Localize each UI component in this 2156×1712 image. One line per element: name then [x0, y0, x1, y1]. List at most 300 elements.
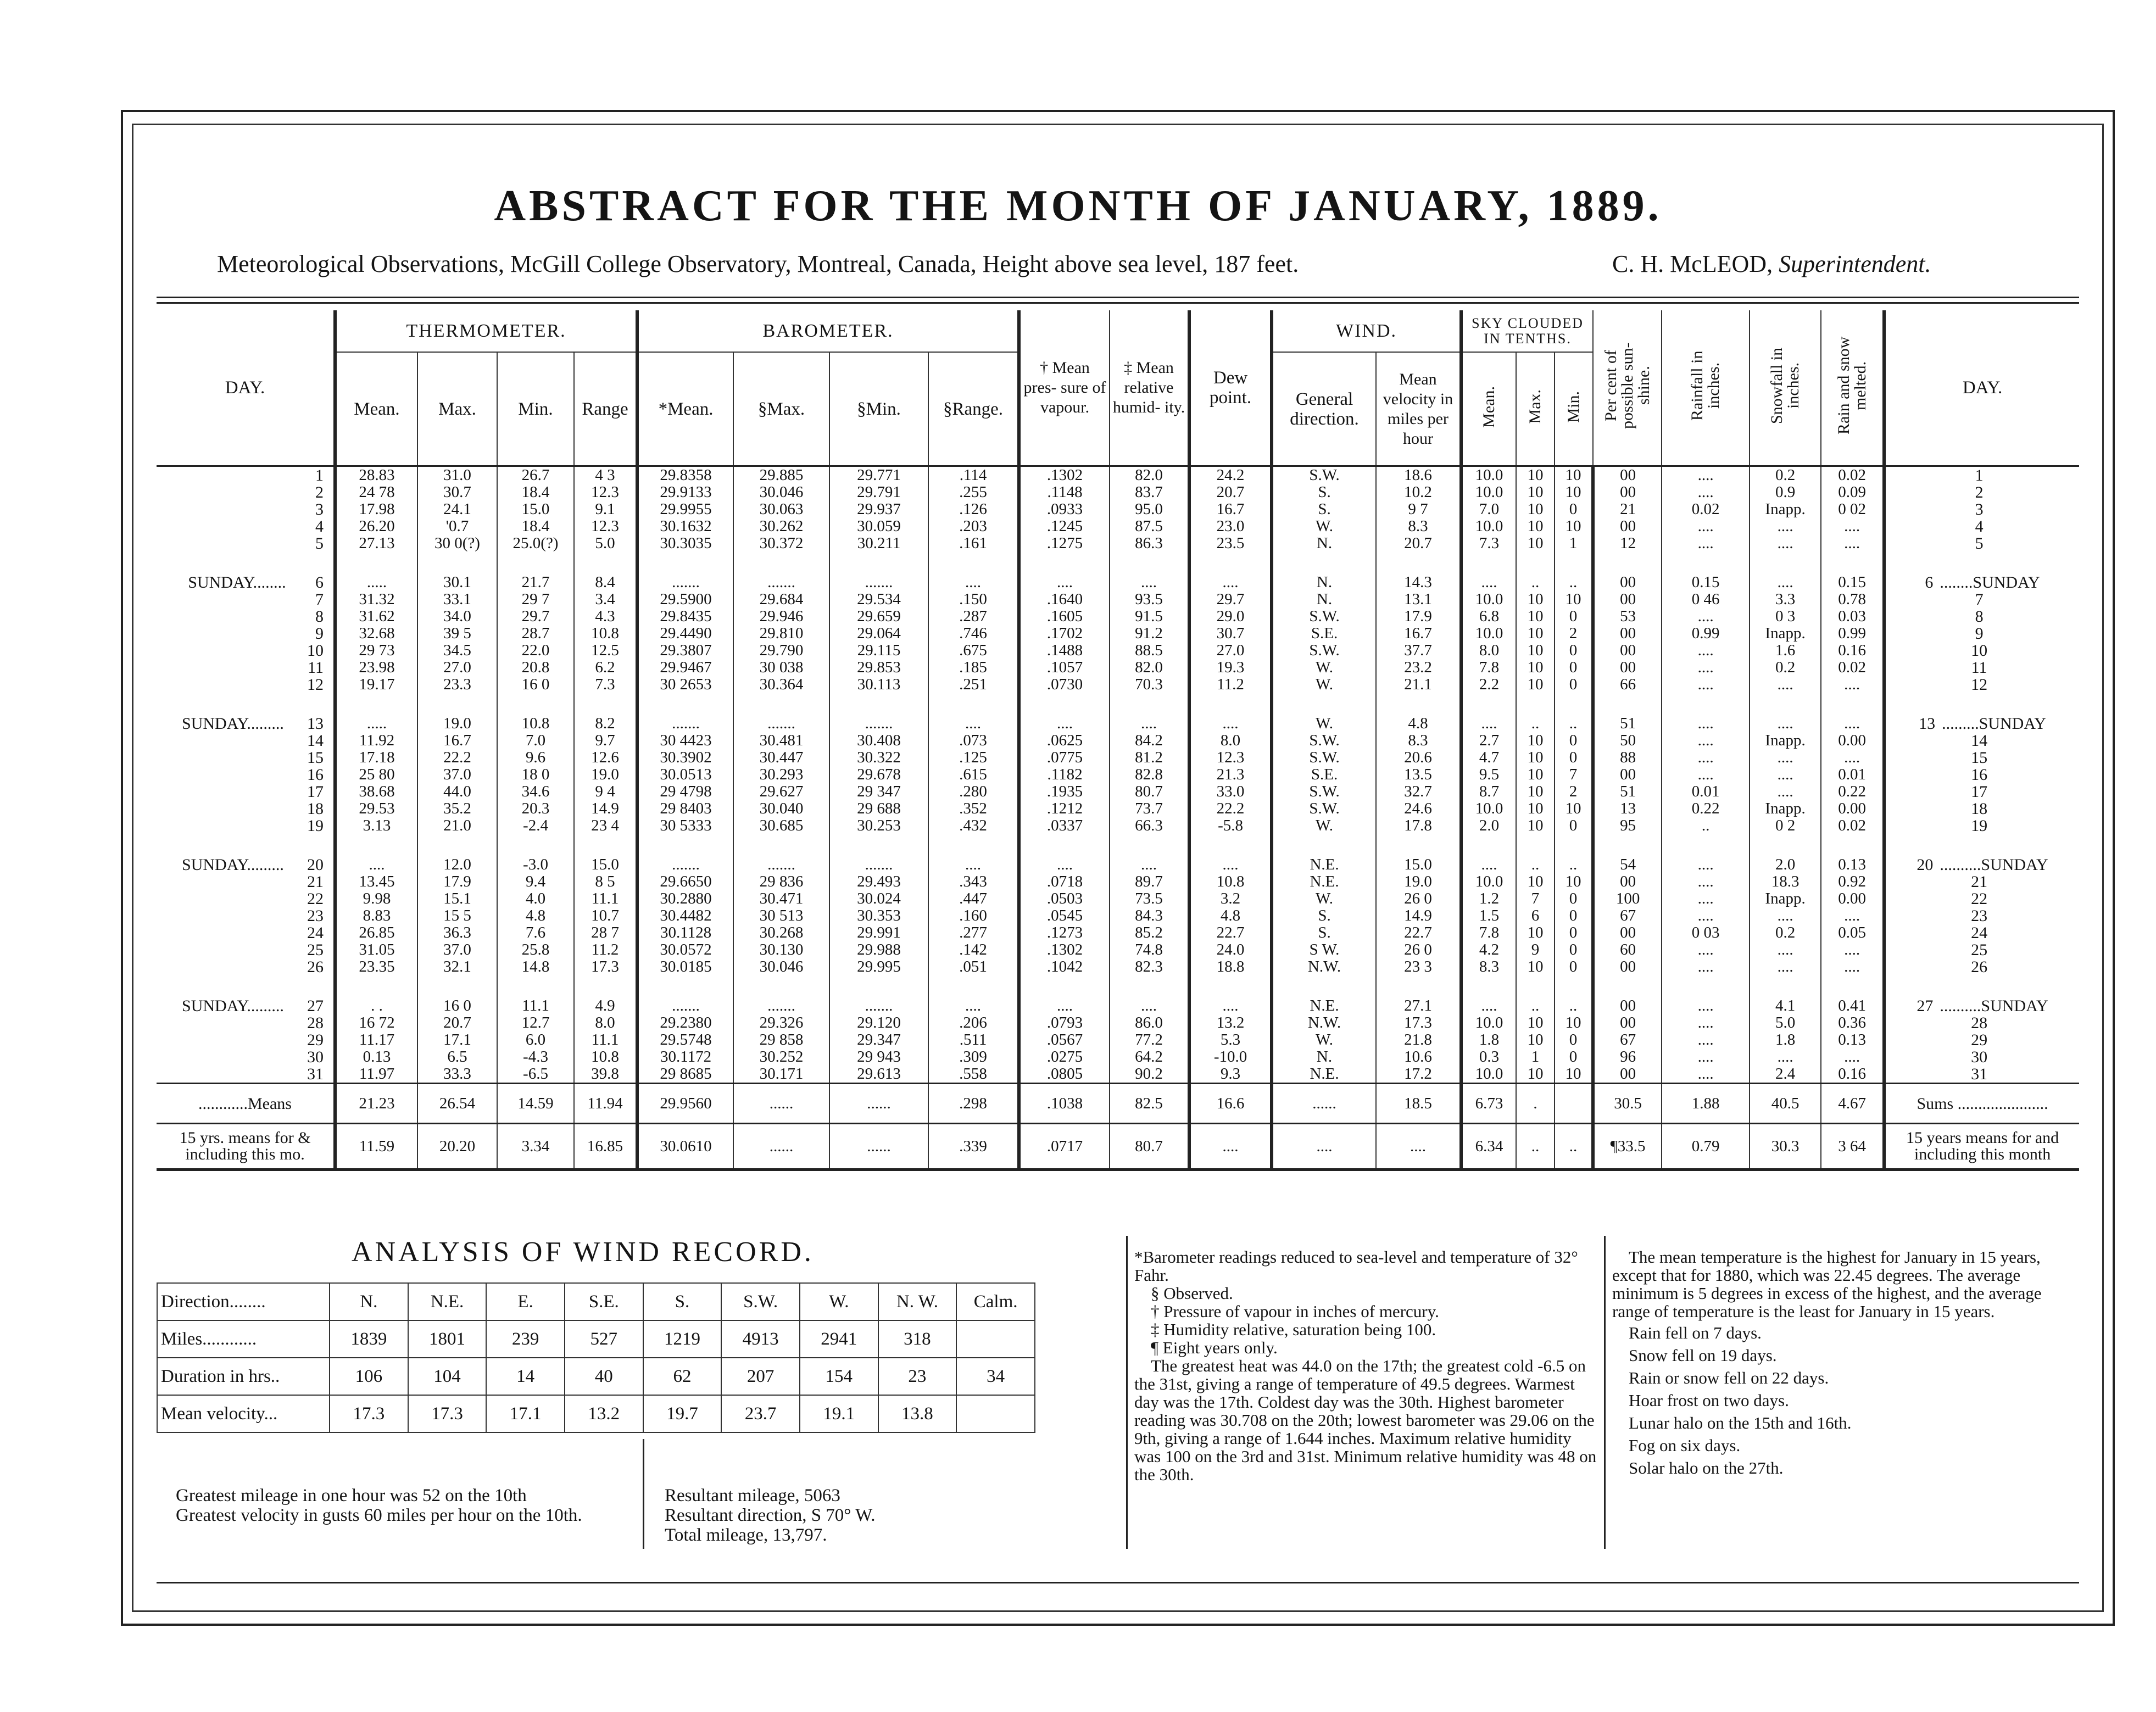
cell-vap: .1245 — [1019, 518, 1110, 535]
cell-dir: N. — [1272, 535, 1376, 552]
cell-tmax: 24.1 — [417, 501, 497, 518]
header-snowfall: Snowfall in inches. — [1768, 347, 1803, 424]
cell-brange: .746 — [928, 625, 1019, 642]
wind-velocity-row — [157, 1395, 1035, 1432]
cell-melt: 0.02 — [1821, 817, 1884, 834]
means-sums-label: Sums ...................... — [1884, 1084, 2079, 1124]
spacer-cell — [1884, 693, 2079, 715]
cell-trange: 11.2 — [574, 941, 637, 958]
cell-vel: 21.1 — [1376, 676, 1461, 693]
means-bmean: 29.9560 — [637, 1084, 733, 1124]
header-day-right: DAY. — [1884, 310, 2079, 466]
spacer-cell — [637, 834, 733, 856]
cell-vel: 20.6 — [1376, 749, 1461, 766]
yrs-smin: .. — [1555, 1124, 1593, 1170]
cell-hum: 84.3 — [1110, 907, 1189, 924]
yrs-vel: .... — [1376, 1124, 1461, 1170]
yrs-smax: .. — [1516, 1124, 1555, 1170]
cell-sun: 00 — [1593, 466, 1662, 484]
cell-sun: 67 — [1593, 1031, 1662, 1049]
cell-dew: 29.0 — [1189, 608, 1272, 625]
cell-melt: 0.36 — [1821, 1014, 1884, 1031]
cell-melt: .... — [1821, 941, 1884, 958]
cell-vel: 17.2 — [1376, 1066, 1461, 1084]
wind-record-table — [157, 1282, 1035, 1433]
cell-tmean: 23.35 — [335, 958, 417, 975]
cell-smin: 0 — [1555, 907, 1593, 924]
cell-smin: 0 — [1555, 1031, 1593, 1049]
cell-vel: 21.8 — [1376, 1031, 1461, 1049]
cell-tmin: 11.1 — [497, 997, 574, 1014]
spacer-cell — [1593, 693, 1662, 715]
cell-vel: 22.7 — [1376, 924, 1461, 941]
header-therm-mean: Mean. — [335, 352, 417, 466]
spacer-cell — [1821, 552, 1884, 574]
cell-smean: 10.0 — [1461, 625, 1516, 642]
cell-snow: 1.6 — [1750, 642, 1821, 659]
cell-vap: .... — [1019, 715, 1110, 732]
cell-bmean: 30.1632 — [637, 518, 733, 535]
cell-smin: 0 — [1555, 958, 1593, 975]
spacer-cell — [1750, 834, 1821, 856]
cell-tmean: 8.83 — [335, 907, 417, 924]
cell-bmean: 29 8403 — [637, 800, 733, 817]
wind-cell: Duration in hrs.. — [157, 1358, 330, 1395]
day-label: SUNDAY........ — [188, 574, 286, 591]
wind-cell: 23.7 — [721, 1395, 800, 1432]
cell-brange: .... — [928, 574, 1019, 591]
cell-brange: .150 — [928, 591, 1019, 608]
day-right-cell — [1884, 1031, 2079, 1049]
table-row — [157, 608, 2079, 625]
cell-sun: 00 — [1593, 518, 1662, 535]
cell-tmin: 21.7 — [497, 574, 574, 591]
table-row — [157, 676, 2079, 693]
cell-sun: 21 — [1593, 501, 1662, 518]
day-cell — [157, 466, 335, 484]
cell-rain: 0 03 — [1662, 924, 1750, 941]
header-wind-velocity: Mean velocity in miles per hour — [1376, 352, 1461, 466]
cell-tmin: 4.8 — [497, 907, 574, 924]
cell-smin: 10 — [1555, 800, 1593, 817]
spacer-cell — [497, 693, 574, 715]
cell-bmean: 29.8358 — [637, 466, 733, 484]
spacer-cell — [497, 552, 574, 574]
cell-hum: .... — [1110, 715, 1189, 732]
cell-vap: .1302 — [1019, 466, 1110, 484]
cell-smax: 10 — [1516, 817, 1555, 834]
spacer-cell — [1376, 975, 1461, 997]
means-tmin: 14.59 — [497, 1084, 574, 1124]
cell-dew: 30.7 — [1189, 625, 1272, 642]
spacer-cell — [1376, 834, 1461, 856]
cell-hum: .... — [1110, 574, 1189, 591]
cell-vap: .0503 — [1019, 890, 1110, 907]
cell-melt: .... — [1821, 1049, 1884, 1066]
cell-rain: .... — [1662, 856, 1750, 873]
cell-smax: .. — [1516, 856, 1555, 873]
header-sky-clouded: SKY CLOUDED IN TENTHS. — [1461, 310, 1593, 352]
table-row — [157, 1066, 2079, 1084]
cell-smax: 10 — [1516, 958, 1555, 975]
rule-top-2 — [157, 302, 2079, 304]
fifteen-years-label: 15 yrs. means for & including this mo. — [157, 1124, 335, 1170]
cell-bmean: 30.1172 — [637, 1049, 733, 1066]
day-right-cell — [1884, 501, 2079, 518]
footnotes — [1134, 1248, 1598, 1484]
cell-dew: 22.2 — [1189, 800, 1272, 817]
spacer-cell — [733, 693, 829, 715]
means-snow: 40.5 — [1750, 1084, 1821, 1124]
wind-cell: 154 — [800, 1358, 878, 1395]
day-cell — [157, 800, 335, 817]
cell-bmax: 29 836 — [733, 873, 829, 890]
cell-bmax: 30 513 — [733, 907, 829, 924]
table-row — [157, 873, 2079, 890]
day-right-cell — [1884, 574, 2079, 591]
means-rain: 1.88 — [1662, 1084, 1750, 1124]
cell-rain: 0.99 — [1662, 625, 1750, 642]
rain-or-snow-note: Rain or snow fell on 22 days. — [1629, 1368, 1829, 1387]
cell-tmin: 15.0 — [497, 501, 574, 518]
spacer-cell — [1272, 975, 1376, 997]
wind-cell: 1801 — [408, 1320, 487, 1358]
day-cell — [157, 484, 335, 501]
cell-bmin: 29.791 — [829, 484, 928, 501]
cell-dew: 24.2 — [1189, 466, 1272, 484]
cell-dir: N.W. — [1272, 1014, 1376, 1031]
cell-bmax: 29.810 — [733, 625, 829, 642]
cell-rain: .... — [1662, 890, 1750, 907]
wind-cell: 13.8 — [878, 1395, 957, 1432]
day-right-number: 17 — [1971, 783, 1988, 800]
cell-trange: 10.8 — [574, 1049, 637, 1066]
cell-melt: 0.03 — [1821, 608, 1884, 625]
means-melt: 4.67 — [1821, 1084, 1884, 1124]
cell-bmin: 30.059 — [829, 518, 928, 535]
cell-bmin: 30.408 — [829, 732, 928, 749]
cell-bmax: 29.946 — [733, 608, 829, 625]
cell-melt: 0.09 — [1821, 484, 1884, 501]
cell-snow: 0.9 — [1750, 484, 1821, 501]
cell-trange: 4.3 — [574, 608, 637, 625]
cell-smin: 1 — [1555, 535, 1593, 552]
day-right-cell — [1884, 1049, 2079, 1066]
cell-brange: .352 — [928, 800, 1019, 817]
cell-snow: 0.2 — [1750, 659, 1821, 676]
spacer-cell — [1272, 834, 1376, 856]
cell-vap: .1275 — [1019, 535, 1110, 552]
cell-smean: 6.8 — [1461, 608, 1516, 625]
cell-trange: 12.6 — [574, 749, 637, 766]
cell-vel: 13.1 — [1376, 591, 1461, 608]
cell-dew: .... — [1189, 715, 1272, 732]
cell-tmax: 36.3 — [417, 924, 497, 941]
cell-smean: 8.3 — [1461, 958, 1516, 975]
yrs-vap: .0717 — [1019, 1124, 1110, 1170]
day-number: 4 — [315, 518, 324, 535]
cell-smax: 6 — [1516, 907, 1555, 924]
wind-cell: 239 — [486, 1320, 565, 1358]
header-therm-max: Max. — [417, 352, 497, 466]
cell-hum: 74.8 — [1110, 941, 1189, 958]
day-right-label: ..........SUNDAY — [1940, 997, 2048, 1014]
cell-dew: 23.0 — [1189, 518, 1272, 535]
cell-bmin: 30.253 — [829, 817, 928, 834]
cell-bmin: 29.493 — [829, 873, 928, 890]
means-bmin: ...... — [829, 1084, 928, 1124]
spacer-cell — [829, 693, 928, 715]
cell-hum: 87.5 — [1110, 518, 1189, 535]
cell-dir: S.E. — [1272, 625, 1376, 642]
cell-tmin: -2.4 — [497, 817, 574, 834]
cell-vap: .... — [1019, 574, 1110, 591]
header-humidity: ‡ Mean relative humid- ity. — [1110, 310, 1189, 466]
cell-rain: .... — [1662, 1049, 1750, 1066]
cell-dir: W. — [1272, 890, 1376, 907]
day-cell — [157, 535, 335, 552]
cell-trange: 28 7 — [574, 924, 637, 941]
cell-vap: .0567 — [1019, 1031, 1110, 1049]
cell-rain: 0 46 — [1662, 591, 1750, 608]
table-row — [157, 484, 2079, 501]
table-row — [157, 997, 2079, 1014]
cell-vap: .1605 — [1019, 608, 1110, 625]
cell-tmean: 11.17 — [335, 1031, 417, 1049]
cell-melt: 0.41 — [1821, 997, 1884, 1014]
cell-vel: 27.1 — [1376, 997, 1461, 1014]
spacer-cell — [417, 552, 497, 574]
day-number: 22 — [307, 890, 324, 907]
wind-cell: N.E. — [408, 1283, 487, 1320]
cell-smean: 10.0 — [1461, 800, 1516, 817]
cell-hum: 86.0 — [1110, 1014, 1189, 1031]
lunar-halo-note: Lunar halo on the 15th and 16th. — [1629, 1413, 1852, 1432]
day-right-number: 29 — [1971, 1031, 1988, 1049]
spacer-cell — [1019, 834, 1110, 856]
eight-years-note: ¶ Eight years only. — [1151, 1338, 1278, 1357]
cell-bmin: 29.853 — [829, 659, 928, 676]
rule-top-1 — [157, 297, 2079, 298]
day-cell — [157, 591, 335, 608]
spacer-cell — [157, 693, 335, 715]
cell-smin: .. — [1555, 715, 1593, 732]
header-barometer: BAROMETER. — [637, 310, 1019, 352]
cell-brange: .073 — [928, 732, 1019, 749]
cell-bmax: 30.171 — [733, 1066, 829, 1084]
cell-dew: 33.0 — [1189, 783, 1272, 800]
day-number: 24 — [307, 924, 324, 941]
cell-tmax: 22.2 — [417, 749, 497, 766]
cell-snow: .... — [1750, 766, 1821, 783]
cell-rain: .... — [1662, 749, 1750, 766]
day-right-cell — [1884, 766, 2079, 783]
cell-sun: 12 — [1593, 535, 1662, 552]
means-trange: 11.94 — [574, 1084, 637, 1124]
cell-tmin: 12.7 — [497, 1014, 574, 1031]
header-baro-max: §Max. — [733, 352, 829, 466]
cell-smax: 10 — [1516, 1031, 1555, 1049]
cell-bmean: ....... — [637, 574, 733, 591]
spacer-cell — [928, 834, 1019, 856]
day-right-number: 1 — [1975, 466, 1984, 484]
cell-snow: 0 2 — [1750, 817, 1821, 834]
wind-cell: 106 — [330, 1358, 408, 1395]
cell-bmean: 29.4490 — [637, 625, 733, 642]
day-number: 3 — [315, 501, 324, 518]
spacer-cell — [1516, 834, 1555, 856]
spacer-cell — [1019, 975, 1110, 997]
page-title: ABSTRACT FOR THE MONTH OF JANUARY, 1889. — [494, 182, 1662, 230]
cell-hum: 77.2 — [1110, 1031, 1189, 1049]
cell-brange: .511 — [928, 1031, 1019, 1049]
cell-hum: 82.8 — [1110, 766, 1189, 783]
cell-smin: 7 — [1555, 766, 1593, 783]
cell-bmin: ....... — [829, 997, 928, 1014]
cell-vap: .1212 — [1019, 800, 1110, 817]
spacer-cell — [574, 975, 637, 997]
spacer-cell — [829, 975, 928, 997]
cell-smean: 10.0 — [1461, 518, 1516, 535]
cell-snow: .... — [1750, 783, 1821, 800]
wind-cell: 104 — [408, 1358, 487, 1395]
yrs-smean: 6.34 — [1461, 1124, 1516, 1170]
cell-tmean: 19.17 — [335, 676, 417, 693]
table-row — [157, 924, 2079, 941]
spacer-cell — [1516, 693, 1555, 715]
cell-tmean: 23.98 — [335, 659, 417, 676]
spacer-cell — [637, 693, 733, 715]
cell-bmax: 29 858 — [733, 1031, 829, 1049]
cell-vel: 13.5 — [1376, 766, 1461, 783]
cell-snow: Inapp. — [1750, 800, 1821, 817]
cell-tmean: 11.92 — [335, 732, 417, 749]
day-cell — [157, 676, 335, 693]
day-right-cell — [1884, 676, 2079, 693]
day-right-cell — [1884, 958, 2079, 975]
cell-bmax: 29.790 — [733, 642, 829, 659]
header-sky-min: Min. — [1564, 391, 1583, 423]
mean-temperature-note: The mean temperature is the highest for January in 15 years, except that for 1880, which was 22.45 degrees. The average minimum is 5 degrees in excess of the highest, and the average range of temperature is the least for January in 15 years. — [1612, 1247, 2042, 1321]
cell-vel: 4.8 — [1376, 715, 1461, 732]
spacer-cell — [335, 834, 417, 856]
cell-smean: .... — [1461, 997, 1516, 1014]
day-right-cell — [1884, 941, 2079, 958]
cell-vap: .1640 — [1019, 591, 1110, 608]
cell-hum: 95.0 — [1110, 501, 1189, 518]
header-rain-snow: Rain and snow melted. — [1834, 336, 1869, 435]
day-number: 28 — [307, 1014, 324, 1031]
header-vapour: † Mean pres- sure of vapour. — [1019, 310, 1110, 466]
cell-bmin: ....... — [829, 856, 928, 873]
cell-bmax: 30.372 — [733, 535, 829, 552]
cell-hum: 70.3 — [1110, 676, 1189, 693]
cell-hum: 90.2 — [1110, 1066, 1189, 1084]
day-right-number: 31 — [1971, 1066, 1988, 1083]
table-row — [157, 817, 2079, 834]
spacer-cell — [1593, 834, 1662, 856]
cell-trange: 11.1 — [574, 890, 637, 907]
cell-melt: .... — [1821, 518, 1884, 535]
cell-tmean: 26.85 — [335, 924, 417, 941]
cell-melt: 0.16 — [1821, 642, 1884, 659]
cell-smean: 8.7 — [1461, 783, 1516, 800]
cell-smin: 2 — [1555, 625, 1593, 642]
spacer-cell — [1750, 552, 1821, 574]
cell-bmin: 30.024 — [829, 890, 928, 907]
cell-smax: 10 — [1516, 466, 1555, 484]
cell-smin: .. — [1555, 856, 1593, 873]
spacer-cell — [1376, 693, 1461, 715]
cell-trange: 15.0 — [574, 856, 637, 873]
cell-smin: 0 — [1555, 676, 1593, 693]
wind-cell: 14 — [486, 1358, 565, 1395]
cell-dew: 23.5 — [1189, 535, 1272, 552]
cell-snow: 5.0 — [1750, 1014, 1821, 1031]
cell-tmean: 31.05 — [335, 941, 417, 958]
cell-melt: 0 02 — [1821, 501, 1884, 518]
cell-melt: 0.00 — [1821, 890, 1884, 907]
cell-dew: 5.3 — [1189, 1031, 1272, 1049]
cell-melt: 0.13 — [1821, 1031, 1884, 1049]
day-right-cell — [1884, 518, 2079, 535]
cell-rain: 0.22 — [1662, 800, 1750, 817]
cell-rain: .. — [1662, 817, 1750, 834]
cell-vap: .0933 — [1019, 501, 1110, 518]
cell-trange: 4 3 — [574, 466, 637, 484]
cell-hum: .... — [1110, 997, 1189, 1014]
cell-tmean: 13.45 — [335, 873, 417, 890]
spacer-cell — [1555, 552, 1593, 574]
greatest-mileage-note — [159, 1486, 637, 1525]
day-cell — [157, 924, 335, 941]
cell-dir: N. — [1272, 574, 1376, 591]
spacer-cell — [1593, 552, 1662, 574]
cell-snow: 0 3 — [1750, 608, 1821, 625]
wind-cell: N. W. — [878, 1283, 957, 1320]
cell-vap: .0793 — [1019, 1014, 1110, 1031]
spacer-cell — [1821, 834, 1884, 856]
day-cell — [157, 958, 335, 975]
cell-dir: N.E. — [1272, 856, 1376, 873]
cell-smin: 0 — [1555, 890, 1593, 907]
cell-bmin: 29.988 — [829, 941, 928, 958]
cell-trange: 17.3 — [574, 958, 637, 975]
greatest-mileage: Greatest mileage in one hour was 52 on the 10th — [176, 1486, 527, 1505]
cell-vap: .0718 — [1019, 873, 1110, 890]
cell-dir: S.W. — [1272, 800, 1376, 817]
spacer-cell — [1662, 834, 1750, 856]
cell-sun: 00 — [1593, 997, 1662, 1014]
cell-smean: 2.2 — [1461, 676, 1516, 693]
table-row — [157, 659, 2079, 676]
cell-trange: 39.8 — [574, 1066, 637, 1084]
wind-cell: 19.7 — [643, 1395, 722, 1432]
header-baro-range: §Range. — [928, 352, 1019, 466]
cell-snow: 4.1 — [1750, 997, 1821, 1014]
cell-melt: .... — [1821, 749, 1884, 766]
cell-tmax: 30 0(?) — [417, 535, 497, 552]
cell-vel: 15.0 — [1376, 856, 1461, 873]
cell-rain: 0.01 — [1662, 783, 1750, 800]
cell-rain: 0.15 — [1662, 574, 1750, 591]
spacer-cell — [574, 834, 637, 856]
cell-bmax: 30.252 — [733, 1049, 829, 1066]
yrs-trange: 16.85 — [574, 1124, 637, 1170]
cell-smin: 0 — [1555, 924, 1593, 941]
cell-snow: .... — [1750, 941, 1821, 958]
day-right-cell — [1884, 625, 2079, 642]
